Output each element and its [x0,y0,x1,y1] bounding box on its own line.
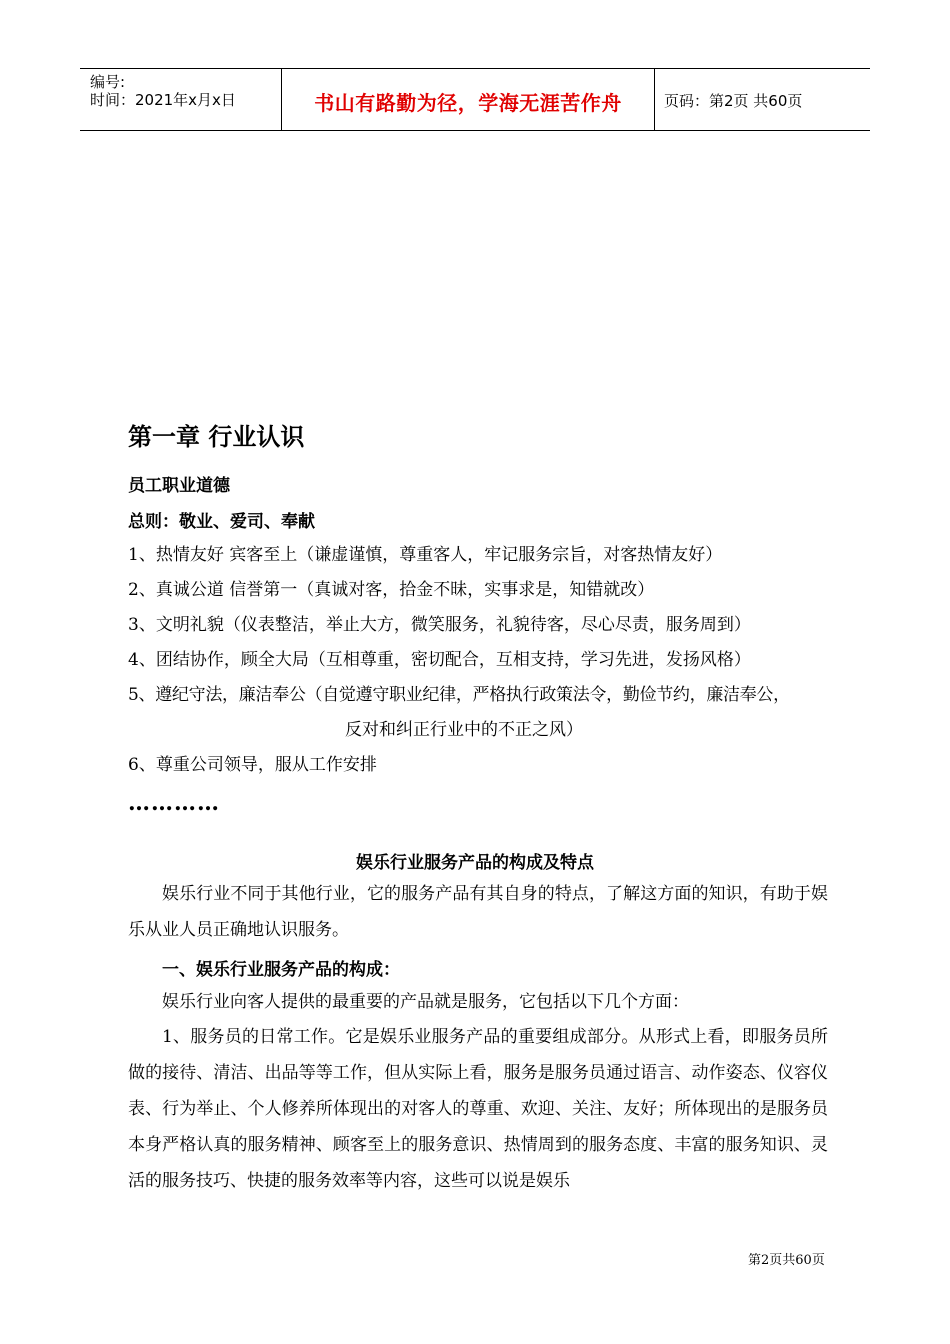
ethics-heading: 员工职业道德 [128,476,230,496]
section-lead: 娱乐行业向客人提供的最重要的产品就是服务，它包括以下几个方面： [162,992,689,1012]
ethics-item: 6、尊重公司领导，服从工作安排 [128,755,377,775]
ethics-item-continued: 反对和纠正行业中的不正之风） [345,720,583,740]
ethics-item: 4、团结协作，顾全大局（互相尊重，密切配合，互相支持，学习先进，发扬风格） [128,650,751,670]
section-sub-heading: 一、娱乐行业服务产品的构成： [162,960,400,980]
page-header [80,68,870,131]
ellipsis: ………… [128,790,220,816]
ethics-principle: 总则：敬业、爱司、奉献 [128,512,315,532]
ethics-item: 3、文明礼貌（仪表整洁，举止大方，微笑服务，礼貌待客，尽心尽责，服务周到） [128,615,751,635]
header-page-cell [654,69,870,130]
header-meta-cell [80,69,281,130]
ethics-item: 5、遵纪守法，廉洁奉公（自觉遵守职业纪律，严格执行政策法令，勤俭节约，廉洁奉公， [128,685,790,705]
section-point-1: 1、服务员的日常工作。它是娱乐业服务产品的重要组成部分。从形式上看，即服务员所做的接待、清洁、出品等等工作，但从实际上看，服务是服务员通过语言、动作姿态、仪容仪表、行为举止、个人修养所体现出的对客人的尊重、欢迎、关注、友好；所体现出的是服务员本身严格认真的服务精神、顾客至上的服务意识、热情周到的服务态度、丰富的服务知识、灵活的服务技巧、快捷的服务效率等内容，这些可以说是娱乐 [128,1027,828,1191]
page-info: 页码：第2页 共60页 [664,92,803,110]
section-title: 娱乐行业服务产品的构成及特点 [356,853,594,873]
time-label: 时间：2021年x月x日 [90,91,236,109]
number-label: 编号: [90,73,126,91]
page-footer: 第2页共60页 [748,1253,825,1268]
motto: 书山有路勤为径，学海无涯苦作舟 [314,91,622,115]
chapter-title: 第一章 行业认识 [128,423,305,451]
ethics-item: 2、真诚公道 信誉第一（真诚对客，拾金不昧，实事求是，知错就改） [128,580,655,600]
section-intro: 娱乐行业不同于其他行业，它的服务产品有其自身的特点，了解这方面的知识，有助于娱乐从业人员正确地认识服务。 [128,884,828,940]
header-motto-cell [281,69,655,130]
ethics-item: 1、热情友好 宾客至上（谦虚谨慎，尊重客人，牢记服务宗旨，对客热情友好） [128,545,723,565]
